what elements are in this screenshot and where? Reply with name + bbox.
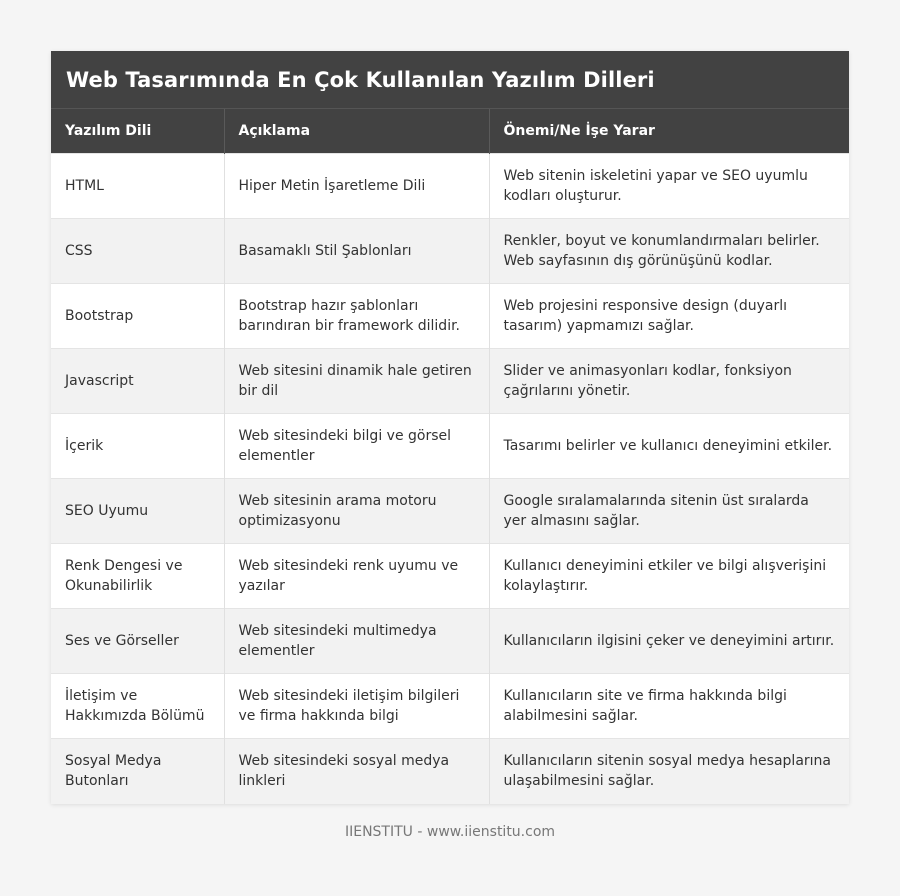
cell-description: Web sitesindeki multimedya elementler [224,609,489,674]
table-row [51,479,849,544]
cell-language: HTML [51,154,224,219]
cell-description: Web sitesindeki iletişim bilgileri ve firma hakkında bilgi [224,674,489,739]
table-row [51,609,849,674]
cell-language: İçerik [51,414,224,479]
cell-importance: Web projesini responsive design (duyarlı tasarım) yapmamızı sağlar. [489,284,849,349]
table-row [51,739,849,804]
cell-importance: Kullanıcıların site ve firma hakkında bilgi alabilmesini sağlar. [489,674,849,739]
table-row [51,284,849,349]
table-row [51,544,849,609]
cell-language: Sosyal Medya Butonları [51,739,224,804]
cell-language: Javascript [51,349,224,414]
table-row [51,154,849,219]
table-row [51,414,849,479]
cell-language: Bootstrap [51,284,224,349]
table-title: Web Tasarımında En Çok Kullanılan Yazılım Dilleri [66,67,655,92]
cell-language: Ses ve Görseller [51,609,224,674]
table-row [51,674,849,739]
cell-importance: Renkler, boyut ve konumlandırmaları belirler. Web sayfasının dış görünüşünü kodlar. [489,219,849,284]
table-header [51,109,849,154]
column-header-description: Açıklama [224,109,489,154]
table-card [51,51,849,804]
data-table [51,108,849,804]
cell-language: İletişim ve Hakkımızda Bölümü [51,674,224,739]
title-bar [51,51,849,108]
column-header-importance: Önemi/Ne İşe Yarar [489,109,849,154]
cell-language: SEO Uyumu [51,479,224,544]
cell-description: Web sitesini dinamik hale getiren bir dil [224,349,489,414]
table-row [51,219,849,284]
cell-language: CSS [51,219,224,284]
cell-description: Web sitesindeki renk uyumu ve yazılar [224,544,489,609]
cell-description: Basamaklı Stil Şablonları [224,219,489,284]
cell-importance: Tasarımı belirler ve kullanıcı deneyimini etkiler. [489,414,849,479]
cell-description: Web sitesinin arama motoru optimizasyonu [224,479,489,544]
cell-description: Web sitesindeki sosyal medya linkleri [224,739,489,804]
header-row [51,109,849,154]
cell-importance: Kullanıcı deneyimini etkiler ve bilgi alışverişini kolaylaştırır. [489,544,849,609]
cell-description: Web sitesindeki bilgi ve görsel elementler [224,414,489,479]
footer-credit: IIENSTITU - www.iienstitu.com [344,824,556,840]
cell-importance: Kullanıcıların ilgisini çeker ve deneyimini artırır. [489,609,849,674]
table-body [51,154,849,804]
cell-importance: Google sıralamalarında sitenin üst sıralarda yer almasını sağlar. [489,479,849,544]
cell-description: Bootstrap hazır şablonları barındıran bir framework dilidir. [224,284,489,349]
cell-importance: Web sitenin iskeletini yapar ve SEO uyumlu kodları oluşturur. [489,154,849,219]
cell-importance: Kullanıcıların sitenin sosyal medya hesaplarına ulaşabilmesini sağlar. [489,739,849,804]
table-row [51,349,849,414]
cell-description: Hiper Metin İşaretleme Dili [224,154,489,219]
cell-importance: Slider ve animasyonları kodlar, fonksiyon çağrılarını yönetir. [489,349,849,414]
column-header-language: Yazılım Dili [51,109,224,154]
cell-language: Renk Dengesi ve Okunabilirlik [51,544,224,609]
